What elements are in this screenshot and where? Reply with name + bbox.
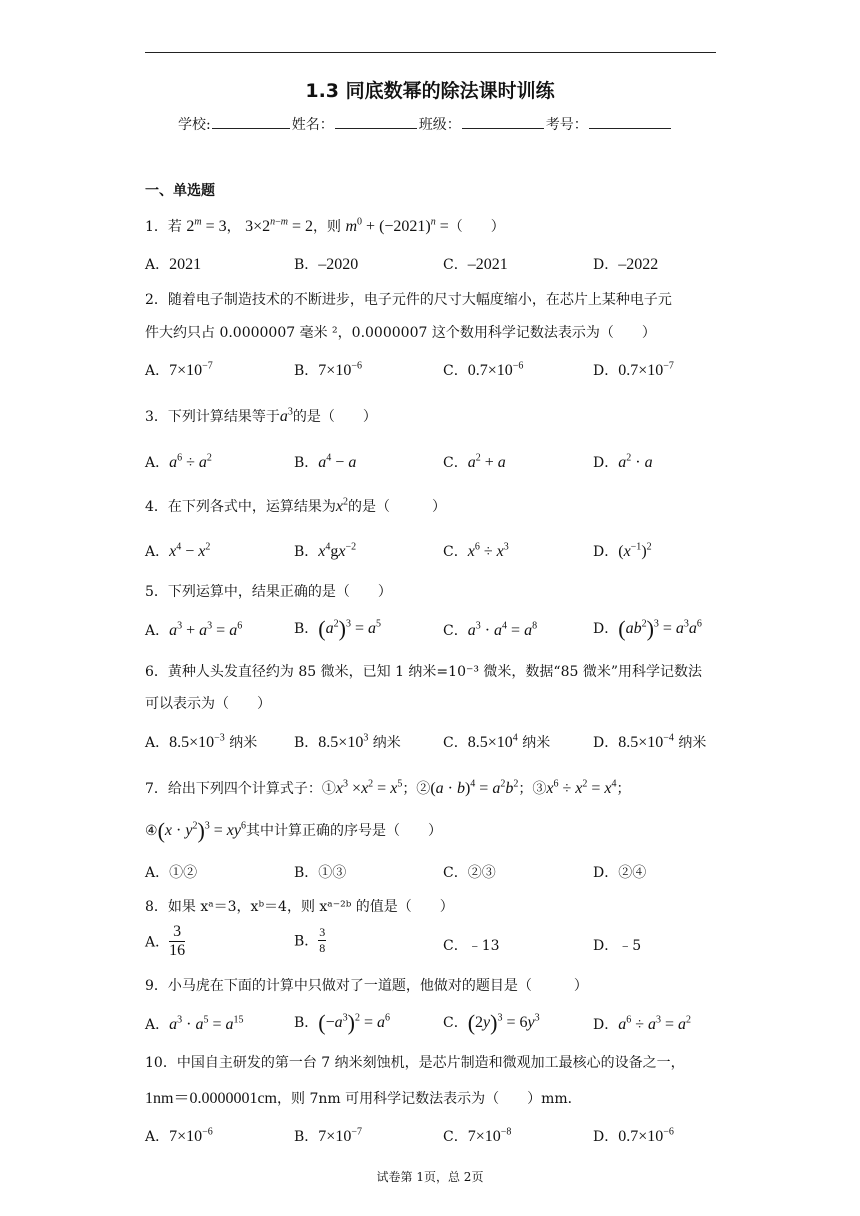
option-value: ①② [169,865,198,881]
q10-option-b[interactable] [294,1126,362,1146]
option-value: $a^3 \cdot a^5 = a^{15}$ [169,1014,244,1033]
q4-option-d[interactable] [593,541,652,561]
option-letter: D． [593,621,619,637]
option-letter: C． [443,865,468,881]
name-blank[interactable] [335,114,417,129]
fraction-denominator: 16 [169,942,186,959]
q6-option-a[interactable] [145,732,257,752]
option-unit: 纳米 [229,735,258,751]
header-rule [145,52,716,53]
option-letter: D． [593,1129,619,1145]
option-value: $8.5\times 10^4$ [467,732,518,751]
option-letter: B． [294,735,319,751]
option-value: $0.7\times 10^{-7}$ [618,360,674,379]
option-value: $(a^2)^3 = a^5$ [318,616,381,641]
option-letter: B． [294,1129,319,1145]
option-value: $a^2 \cdot a$ [618,452,653,471]
q1-option-b[interactable] [294,254,358,274]
q1-option-d[interactable] [593,254,658,274]
q7-text: ；③ [518,781,547,797]
question-2-line2: 件大约只占 0.0000007 毫米 ²，0.0000007 这个数用科学记数法表示为（ ） [145,325,656,341]
q9-option-c[interactable] [443,1010,540,1036]
q4-option-c[interactable] [443,541,509,561]
option-value: $7\times 10^{-6}$ [169,1126,213,1145]
option-unit: 纳米 [522,735,551,751]
option-value: $7\times 10^{-8}$ [467,1126,512,1145]
question-10-line2 [145,1085,582,1108]
q7-option-c[interactable] [443,862,496,882]
fraction-numerator: 3 [319,925,326,939]
option-letter: D． [593,1017,619,1033]
q7-formula-2: $(a \cdot b)^4 = a^2b^2$ [430,778,519,797]
q8-option-b[interactable] [294,925,326,956]
option-letter: C． [443,363,468,379]
option-letter: B． [294,455,319,471]
q1-number: 1． [145,219,168,235]
student-info-line [178,114,673,134]
question-8-stem: 8．如果 xᵃ＝3，xᵇ＝4，则 xᵃ⁻²ᵇ 的值是（ ） [145,899,454,915]
option-value: ②③ [467,865,496,881]
q4-option-a[interactable] [145,541,210,561]
q10-option-d[interactable] [593,1126,674,1146]
option-value: $0.7\times 10^{-6}$ [467,360,524,379]
option-letter: B． [294,621,319,637]
option-letter: C． [443,938,468,954]
q1-option-c[interactable] [443,254,508,274]
q4-text: 的是（ ） [348,499,447,515]
option-value: $7\times 10^{-7}$ [318,1126,362,1145]
fraction-numerator: 3 [169,923,185,942]
option-value: 2021 [169,256,202,273]
q7-option-b[interactable] [294,862,346,882]
q7-text: ； [616,781,631,797]
q10-option-a[interactable] [145,1126,213,1146]
option-letter: C． [443,623,468,639]
q4-option-b[interactable] [294,541,356,561]
option-value: ②④ [618,865,647,881]
q3-option-a[interactable] [145,452,212,472]
option-letter: D． [593,544,619,560]
page-title: 1.3 同底数幂的除法课时训练 [305,80,555,102]
q7-text: 其中计算正确的序号是（ ） [246,823,442,839]
question-2-line1: 2．随着电子制造技术的不断进步，电子元件的尺寸大幅度缩小，在芯片上某种电子元 [145,292,672,308]
fraction [169,923,185,960]
option-value: $8.5\times 10^3$ [318,732,369,751]
option-letter: C． [443,1015,468,1031]
q1-text: ， [226,219,241,235]
option-letter: A． [145,934,170,951]
q6-option-c[interactable] [443,732,550,752]
option-letter: B． [294,544,319,560]
option-letter: D． [593,257,619,273]
q3-text: 3．下列计算结果等于 [145,409,280,425]
class-label: 班级： [418,117,461,133]
option-letter: B． [294,1015,319,1031]
option-value: $(ab^2)^3 = a^3a^6$ [618,616,702,641]
q1-formula-a: $2^m = 3$ [186,216,227,235]
q8-option-d[interactable] [593,935,641,955]
section-heading: 一、单选题 [145,183,215,199]
q8-option-a[interactable] [145,923,185,960]
option-value: –2020 [318,256,359,273]
q7-text: ④ [145,823,158,839]
option-value: ﹣5 [618,938,642,954]
option-letter: C． [443,544,468,560]
q3-formula: $a^3$ [279,406,293,425]
option-value: $8.5\times 10^{-4}$ [618,732,674,751]
q2-option-c[interactable] [443,360,523,380]
q5-option-c[interactable] [443,620,537,640]
option-letter: C． [443,735,468,751]
option-value: $8.5\times 10^{-3}$ [169,732,225,751]
q2-option-d[interactable] [593,360,674,380]
number-label: 考号： [545,117,588,133]
q9-option-b[interactable] [294,1010,390,1036]
option-unit: 纳米 [372,735,401,751]
question-5-stem: 5．下列运算中，结果正确的是（ ） [145,584,392,600]
option-letter: A． [145,1129,170,1145]
q7-formula-1: $x^3 \times x^2 = x^5$ [335,778,403,797]
option-letter: B． [294,933,319,950]
option-letter: C． [443,257,468,273]
option-value: ﹣13 [467,938,500,954]
option-letter: A． [145,257,170,273]
name-label: 姓名： [291,117,334,133]
q10-option-c[interactable] [443,1126,511,1146]
question-4-stem [145,496,446,516]
class-blank[interactable] [462,114,544,129]
q8-option-c[interactable] [443,935,500,955]
option-letter: A． [145,1017,170,1033]
option-letter: D． [593,455,619,471]
option-value: ①③ [318,865,347,881]
q3-text: 的是（ ） [292,409,377,425]
q3-option-b[interactable] [294,452,356,472]
question-9-stem: 9．小马虎在下面的计算中只做对了一道题，他做对的题目是（ ） [145,978,588,994]
question-6-line2: 可以表示为（ ） [145,696,271,712]
q1-formula-b: $3\times 2^{n-m} = 2$ [245,216,314,235]
option-letter: D． [593,735,619,751]
option-letter: A． [145,544,170,560]
option-value: $(-a^3)^2 = a^6$ [318,1010,391,1035]
q4-text: 4．在下列各式中，运算结果为 [145,499,336,515]
q5-option-a[interactable] [145,620,242,640]
school-label: 学校: [178,117,211,133]
q7-option-a[interactable] [145,862,197,882]
option-value: $(x^{-1})^2$ [618,541,652,560]
q1-text: ，则 [313,219,342,235]
option-letter: B． [294,865,319,881]
q5-option-b[interactable] [294,616,381,642]
school-blank[interactable] [212,114,290,129]
q3-option-c[interactable] [443,452,506,472]
option-letter: A． [145,363,170,379]
q6-option-b[interactable] [294,732,401,752]
q9-option-d[interactable] [593,1014,691,1034]
option-value: $x^4 - x^2$ [169,541,211,560]
option-value: –2021 [467,256,508,273]
q1-text: 若 [167,219,182,235]
option-value: $a^3 + a^3 = a^6$ [169,620,243,639]
option-letter: A． [145,735,170,751]
question-3-stem [145,406,377,426]
page-footer: 试卷第 1页，总 2页 [376,1170,484,1184]
option-value: $7\times 10^{-6}$ [318,360,362,379]
option-value: $a^6 \div a^3 = a^2$ [618,1014,692,1033]
fraction [318,925,326,956]
q1-formula-c: $m^0 + (-2021)^n$ = [345,216,449,235]
option-value: $7\times 10^{-7}$ [169,360,213,379]
q6-option-d[interactable] [593,732,706,752]
option-letter: A． [145,865,170,881]
option-value: $a^2 + a$ [467,452,506,471]
q10-formula: 1nm＝0.0000001cm [145,1090,277,1107]
q7-formula-3: $x^6 \div x^2 = x^4$ [546,778,617,797]
option-letter: B． [294,257,319,273]
q1-option-a[interactable] [145,254,201,274]
question-6-line1: 6．黄种人头发直径约为 85 微米，已知 1 纳米=10⁻³ 微米，数据“85 微米”用科学记数法 [145,664,703,680]
option-letter: D． [593,363,619,379]
q2-option-a[interactable] [145,360,213,380]
question-1-stem [145,216,505,236]
q1-text: （ ） [448,219,505,235]
question-10-line1: 10．中国自主研发的第一台 7 纳米刻蚀机，是芯片制造和微观加工最核心的设备之一， [145,1055,685,1071]
q5-option-d[interactable] [593,616,702,642]
option-value: $x^6 \div x^3$ [467,541,509,560]
option-value: $(2y)^3 = 6y^3$ [467,1010,540,1035]
q4-formula: $x^2$ [335,496,349,515]
question-7-line2 [145,818,442,844]
option-value: $a^3 \cdot a^4 = a^8$ [467,620,538,639]
q7-text: 7．给出下列四个计算式子：① [145,781,336,797]
option-letter: A． [145,455,170,471]
number-blank[interactable] [589,114,671,129]
option-value: –2022 [618,256,659,273]
option-value: $0.7\times 10^{-6}$ [618,1126,674,1145]
option-value: $x^4gx^{-2}$ [318,541,357,560]
option-value: $a^6 \div a^2$ [169,452,212,471]
q9-option-a[interactable] [145,1014,243,1034]
option-letter: D． [593,938,619,954]
q10-text: ，则 7nm 可用科学记数法表示为（ ）mm． [277,1091,582,1107]
q7-formula-4: $(x \cdot y^2)^3 = xy^6$ [157,818,246,843]
question-7-line1 [145,778,630,798]
option-value: $a^4 - a$ [318,452,357,471]
option-letter: C． [443,455,468,471]
q2-option-b[interactable] [294,360,362,380]
option-letter: A． [145,623,170,639]
q7-text: ；② [402,781,431,797]
option-unit: 纳米 [678,735,707,751]
fraction-denominator: 8 [319,941,326,955]
q3-option-d[interactable] [593,452,653,472]
option-letter: D． [593,865,619,881]
q7-option-d[interactable] [593,862,646,882]
option-letter: B． [294,363,319,379]
option-letter: C． [443,1129,468,1145]
